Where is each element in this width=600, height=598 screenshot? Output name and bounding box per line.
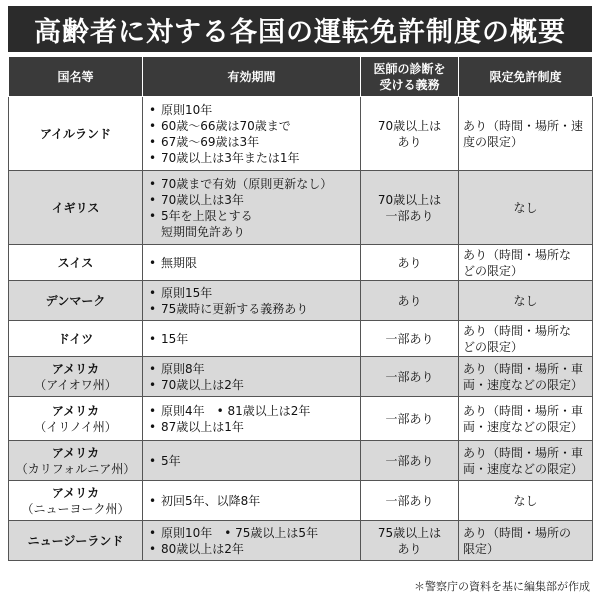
- doctor-text: 一部あり: [385, 208, 434, 223]
- limited-text: なし: [513, 200, 538, 215]
- limited-text: なし: [513, 293, 538, 308]
- doctor-text: あり: [397, 541, 422, 556]
- validity-item: • 原則10年 • 75歳以上は5年: [147, 525, 356, 541]
- doctor-text: あり: [397, 255, 422, 270]
- doctor-cell: [361, 397, 459, 441]
- country-cell: [9, 171, 143, 245]
- validity-item: • 87歳以上は1年: [147, 419, 356, 435]
- validity-cell: [143, 481, 361, 521]
- doctor-cell: [361, 321, 459, 357]
- limited-text: あり（時間・場所・車: [463, 445, 584, 460]
- validity-item: • 75歳時に更新する義務あり: [147, 301, 356, 317]
- table-row: [9, 397, 593, 441]
- country-cell: [9, 481, 143, 521]
- doctor-cell: [361, 481, 459, 521]
- doctor-text: あり: [397, 134, 422, 149]
- validity-item: • 80歳以上は2年: [147, 541, 356, 557]
- limited-text: あり（時間・場所・車: [463, 403, 584, 418]
- limited-text: あり（時間・場所の: [463, 525, 572, 540]
- country-name: ドイツ: [57, 331, 94, 346]
- doctor-cell: [361, 97, 459, 171]
- country-cell: [9, 281, 143, 321]
- country-cell: [9, 397, 143, 441]
- limited-text: 両・速度などの限定）: [463, 377, 584, 392]
- validity-item: • 67歳〜69歳は3年: [147, 134, 356, 150]
- table-row: [9, 441, 593, 481]
- validity-cell: [143, 245, 361, 281]
- country-cell: [9, 441, 143, 481]
- country-cell: [9, 245, 143, 281]
- header-limited: 限定免許制度: [459, 57, 593, 97]
- validity-item: • 70歳以上は3年または1年: [147, 150, 356, 166]
- country-region: （イリノイ州）: [34, 419, 117, 434]
- doctor-cell: [361, 245, 459, 281]
- header-doctor-line2: 受ける義務: [379, 77, 440, 92]
- limited-cell: [459, 171, 593, 245]
- doctor-text: 70歳以上は: [377, 192, 442, 207]
- header-doctor: [361, 57, 459, 97]
- validity-item: • 5年を上限とする: [147, 208, 356, 224]
- header-doctor-line1: 医師の診断を: [373, 61, 446, 76]
- limited-cell: [459, 357, 593, 397]
- header-validity: 有効期間: [143, 57, 361, 97]
- doctor-cell: [361, 357, 459, 397]
- country-cell: [9, 321, 143, 357]
- country-name: ニュージーランド: [27, 533, 124, 548]
- doctor-cell: [361, 281, 459, 321]
- validity-cell: [143, 321, 361, 357]
- country-region: （アイオワ州）: [34, 377, 117, 392]
- table-row: [9, 521, 593, 561]
- doctor-text: 一部あり: [385, 331, 434, 346]
- limited-text: どの限定）: [463, 263, 524, 278]
- validity-cell: [143, 441, 361, 481]
- doctor-cell: [361, 521, 459, 561]
- country-name: アメリカ: [51, 485, 100, 500]
- limited-cell: [459, 441, 593, 481]
- country-name: アイルランド: [40, 126, 111, 141]
- limited-cell: [459, 245, 593, 281]
- limited-cell: [459, 397, 593, 441]
- validity-item: • 70歳以上は2年: [147, 377, 356, 393]
- limited-text: 限定）: [463, 541, 500, 556]
- doctor-cell: [361, 441, 459, 481]
- license-table: [8, 56, 593, 561]
- limited-cell: [459, 97, 593, 171]
- country-cell: [9, 357, 143, 397]
- doctor-text: 一部あり: [385, 453, 434, 468]
- country-cell: [9, 97, 143, 171]
- validity-item: • 原則8年: [147, 361, 356, 377]
- validity-item: • 70歳まで有効（原則更新なし）: [147, 176, 356, 192]
- doctor-cell: [361, 171, 459, 245]
- country-name: アメリカ: [51, 361, 100, 376]
- validity-cell: [143, 397, 361, 441]
- validity-item: • 原則4年 • 81歳以上は2年: [147, 403, 356, 419]
- limited-text: なし: [513, 493, 538, 508]
- header-row: [9, 57, 593, 97]
- country-name: アメリカ: [51, 445, 100, 460]
- limited-cell: [459, 521, 593, 561]
- limited-text: あり（時間・場所な: [463, 247, 572, 262]
- doctor-text: 一部あり: [385, 369, 434, 384]
- limited-text: あり（時間・場所な: [463, 323, 572, 338]
- table-row: [9, 171, 593, 245]
- validity-item: • 無期限: [147, 255, 356, 271]
- doctor-text: あり: [397, 293, 422, 308]
- country-name: デンマーク: [45, 293, 106, 308]
- validity-item: • 原則10年: [147, 102, 356, 118]
- limited-text: あり（時間・場所・車: [463, 361, 584, 376]
- table-row: [9, 481, 593, 521]
- country-name: イギリス: [51, 200, 100, 215]
- limited-text: 両・速度などの限定）: [463, 461, 584, 476]
- validity-item: • 70歳以上は3年: [147, 192, 356, 208]
- limited-text: あり（時間・場所・速: [463, 118, 584, 133]
- header-country: 国名等: [9, 57, 143, 97]
- doctor-text: 75歳以上は: [377, 525, 442, 540]
- limited-text: 度の限定）: [463, 134, 524, 149]
- validity-cell: [143, 357, 361, 397]
- country-region: （カリフォルニア州）: [15, 461, 136, 476]
- limited-text: 両・速度などの限定）: [463, 419, 584, 434]
- country-name: スイス: [57, 255, 94, 270]
- table-row: [9, 321, 593, 357]
- validity-cell: [143, 171, 361, 245]
- doctor-text: 一部あり: [385, 493, 434, 508]
- page-title: 高齢者に対する各国の運転免許制度の概要: [8, 6, 592, 52]
- table-row: [9, 97, 593, 171]
- limited-cell: [459, 481, 593, 521]
- table-row: [9, 357, 593, 397]
- source-footnote: ＊警察庁の資料を基に編集部が作成: [414, 580, 590, 593]
- table-row: [9, 245, 593, 281]
- table-row: [9, 281, 593, 321]
- validity-item: • 60歳〜66歳は70歳まで: [147, 118, 356, 134]
- limited-text: どの限定）: [463, 339, 524, 354]
- validity-item: • 15年: [147, 331, 356, 347]
- validity-item: • 原則15年: [147, 285, 356, 301]
- doctor-text: 70歳以上は: [377, 118, 442, 133]
- country-name: アメリカ: [51, 403, 100, 418]
- validity-item: • 5年: [147, 453, 356, 469]
- validity-item: • 初回5年、以降8年: [147, 493, 356, 509]
- doctor-text: 一部あり: [385, 411, 434, 426]
- limited-cell: [459, 321, 593, 357]
- country-cell: [9, 521, 143, 561]
- validity-item-continued: 短期間免許あり: [161, 224, 246, 239]
- validity-cell: [143, 97, 361, 171]
- limited-cell: [459, 281, 593, 321]
- validity-cell: [143, 521, 361, 561]
- country-region: （ニューヨーク州）: [21, 501, 130, 516]
- validity-cell: [143, 281, 361, 321]
